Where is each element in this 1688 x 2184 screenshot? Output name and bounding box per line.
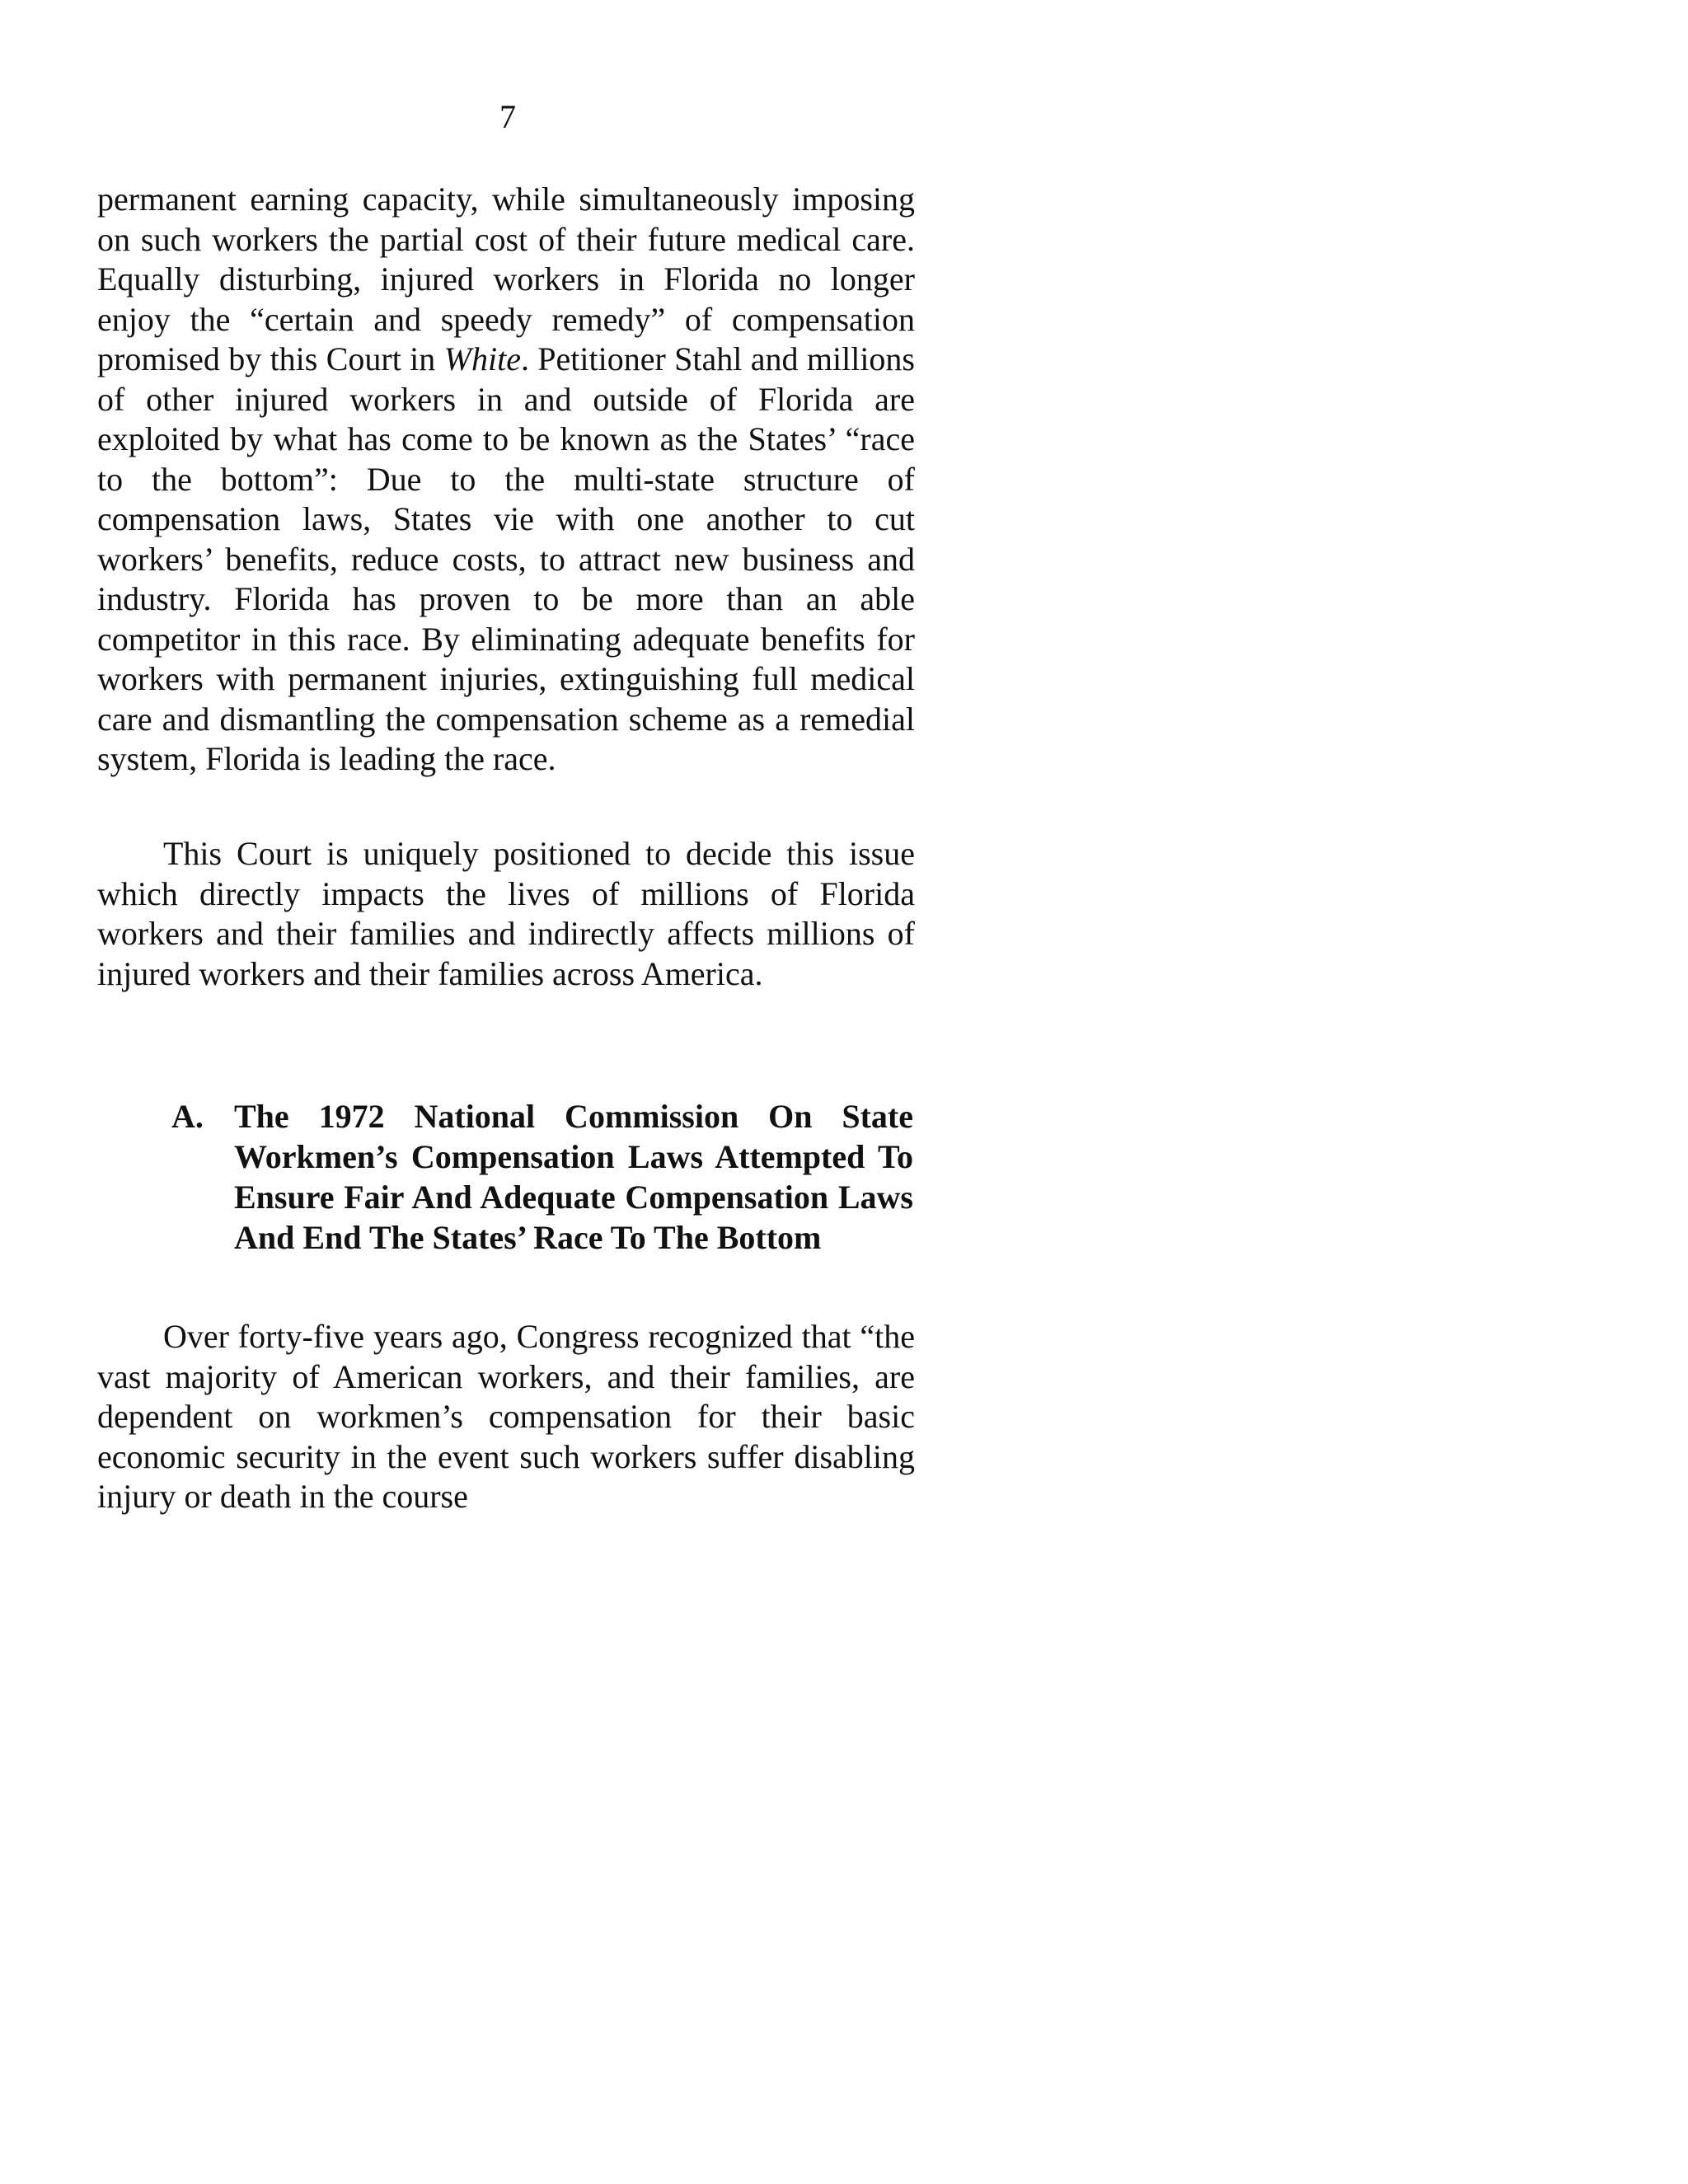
paragraph-2: This Court is uniquely positioned to decide this issue which directly impacts the lives of millions of Florida workers and their families and indirectly affects millions of injured workers and their families across America. bbox=[97, 835, 915, 992]
page-number: 7 bbox=[499, 98, 516, 135]
section-heading bbox=[171, 1096, 913, 1258]
paragraph-1 bbox=[97, 180, 915, 780]
paragraph-3: Over forty-five years ago, Congress recognized that “the vast majority of American workers, and their families, are dependent on workmen’s compensation for their basic economic security in the event such workers suffer disabling injury or death in the course bbox=[97, 1318, 915, 1515]
paragraph-3-block bbox=[97, 1317, 915, 1517]
section-heading-text: The 1972 National Commission On State Workmen’s Compensation Laws Attempted To Ensure Fair And Adequate Compensation Laws And End The States’ Race To The Bottom bbox=[234, 1098, 913, 1256]
paragraph-2-block bbox=[97, 834, 915, 994]
case-name-italic: White bbox=[443, 340, 521, 377]
paragraph-1-text-b: . Petitioner Stahl and millions of other injured workers in and outside of Florida are exploited by what has come to be known as the States’ “race to the bottom”: Due to the multi-state structure of compensation laws, States vie with one another to cut workers’ benefits, reduce costs, to attract new business and industry. Florida has proven to be more than an able competitor in this race. By eliminating adequate benefits for workers with permanent injuries, extinguishing full medical care and dismantling the compensation scheme as a remedial system, Florida is leading the race. bbox=[97, 340, 915, 777]
paragraph-1-block bbox=[97, 180, 915, 780]
section-heading-label: A. bbox=[171, 1098, 204, 1135]
paragraph-1-text-a: permanent earning capacity, while simultaneously imposing on such workers the partial cost of their future medical care. Equally disturbing, injured workers in Florida no longer enjoy the “certain and speedy remedy” of compensation promised by this Court in bbox=[97, 180, 915, 377]
